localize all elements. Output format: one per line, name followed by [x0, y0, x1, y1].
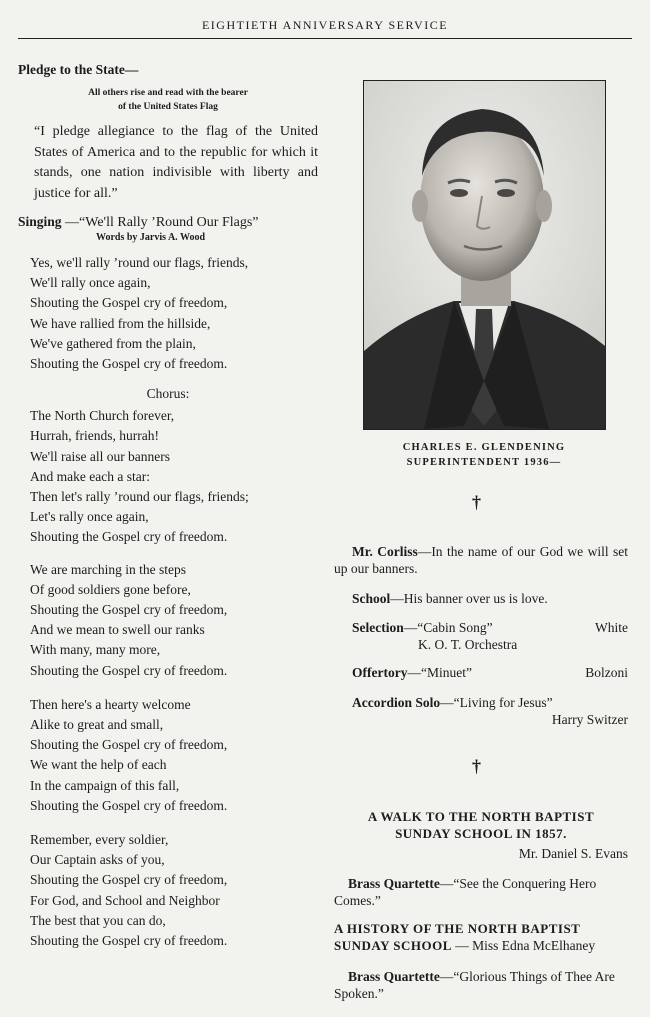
- selection-performer: K. O. T. Orchestra: [418, 637, 518, 652]
- verse-line: Yes, we'll rally ’round our flags, friends,: [30, 255, 249, 270]
- brass1-text: —“See the Conquering Hero Comes.”: [334, 876, 597, 908]
- corliss-text: —In the name of our God we will set up our banners.: [334, 544, 629, 576]
- verse-line: We've gathered from the plain,: [30, 335, 196, 351]
- verse-line: And make each a star:: [30, 468, 150, 484]
- verse-line: We are marching in the steps: [30, 561, 186, 577]
- brass2-text: —“Glorious Things of Thee Are Spoken.”: [334, 969, 615, 1001]
- brass1-entry: [334, 875, 628, 909]
- verse-2: [30, 560, 318, 681]
- verse-line: Shouting the Gospel cry of freedom,: [30, 872, 228, 888]
- verse-line: Our Captain asks of you,: [30, 852, 165, 868]
- verse-line: We want the help of each: [30, 757, 167, 773]
- pledge-text: “I pledge allegiance to the flag of the United States of America and to the republic for which it stands, one nation indivisible with liberty and justice for all.”: [34, 124, 318, 201]
- walk-speaker: Mr. Daniel S. Evans: [518, 846, 628, 861]
- verse-line: Hurrah, friends, hurrah!: [30, 428, 159, 444]
- verse-line: Of good soldiers gone before,: [30, 581, 191, 597]
- cross-icon: †: [472, 756, 481, 776]
- school-text: —His banner over us is love.: [390, 591, 548, 606]
- portrait-image: [364, 81, 605, 429]
- history-speaker: — Miss Edna McElhaney: [451, 938, 596, 953]
- accordion-entry: [334, 694, 628, 728]
- song-title: —“We'll Rally ’Round Our Flags”: [65, 215, 259, 230]
- pledge-note: [18, 86, 318, 114]
- selection-label: Selection: [352, 620, 404, 635]
- left-column: [18, 62, 318, 951]
- pledge-heading: Pledge to the State—: [18, 62, 139, 77]
- verse-line: Remember, every soldier,: [30, 832, 169, 848]
- accordion-performer: Harry Switzer: [551, 712, 628, 727]
- offertory-entry: [334, 664, 628, 681]
- verse-4: [30, 830, 318, 951]
- verse-line: In the campaign of this fall,: [30, 777, 180, 793]
- pledge-note-line1: All others rise and read with the bearer: [88, 88, 248, 98]
- offertory-composer: Bolzoni: [585, 665, 628, 680]
- verse-line: We'll rally once again,: [30, 275, 151, 291]
- singing-line: [18, 214, 318, 231]
- verse-line: Shouting the Gospel cry of freedom.: [30, 529, 228, 545]
- portrait-photo: [363, 80, 606, 430]
- singing-label: Singing: [18, 214, 62, 229]
- offertory-label: Offertory: [352, 665, 408, 680]
- verse-line: Let's rally once again,: [30, 509, 149, 525]
- history-entry: [334, 920, 628, 954]
- verse-line: The North Church forever,: [30, 408, 175, 424]
- verse-line: We have rallied from the hillside,: [30, 315, 211, 331]
- selection-entry: [334, 619, 628, 653]
- selection-composer: White: [595, 620, 628, 635]
- verse-line: Shouting the Gospel cry of freedom,: [30, 737, 228, 753]
- verse-line: The best that you can do,: [30, 912, 166, 928]
- verse-line: Shouting the Gospel cry of freedom,: [30, 602, 228, 618]
- pledge-note-line2: of the United States Flag: [118, 102, 218, 112]
- verse-1: [30, 253, 318, 374]
- school-entry: [334, 590, 646, 607]
- verse-line: Then let's rally ’round our flags, friends;: [30, 489, 249, 505]
- walk-title-line2: SUNDAY SCHOOL IN 1857.: [395, 826, 567, 841]
- history-title-line1: A HISTORY OF THE NORTH BAPTIST: [334, 921, 581, 936]
- offertory-title: —“Minuet”: [407, 665, 472, 680]
- accordion-title: —“Living for Jesus”: [440, 695, 553, 710]
- verse-line: Shouting the Gospel cry of freedom.: [30, 933, 228, 949]
- school-label: School: [352, 591, 391, 606]
- chorus-title: Chorus:: [146, 386, 190, 402]
- header-rule: [18, 38, 632, 39]
- brass1-label: Brass Quartette: [348, 876, 440, 891]
- verse-3: [30, 695, 318, 816]
- selection-title: —“Cabin Song”: [403, 620, 493, 635]
- caption-name: CHARLES E. GLENDENING: [402, 442, 566, 453]
- chorus: [30, 406, 318, 547]
- verse-line: Shouting the Gospel cry of freedom.: [30, 662, 228, 678]
- accordion-label: Accordion Solo: [352, 695, 441, 710]
- brass2-label: Brass Quartette: [348, 969, 440, 984]
- portrait-caption: [334, 440, 634, 470]
- verse-line: Shouting the Gospel cry of freedom,: [30, 295, 228, 311]
- caption-title: SUPERINTENDENT 1936—: [406, 457, 562, 468]
- verse-line: And we mean to swell our ranks: [30, 622, 205, 638]
- verse-line: With many, many more,: [30, 642, 161, 658]
- history-title-line2: SUNDAY SCHOOL: [334, 938, 452, 953]
- verse-line: For God, and School and Neighbor: [30, 892, 220, 908]
- verse-line: Then here's a hearty welcome: [30, 696, 191, 712]
- corliss-label: Mr. Corliss: [352, 544, 418, 559]
- verse-line: Shouting the Gospel cry of freedom.: [30, 356, 228, 372]
- walk-title-line1: A WALK TO THE NORTH BAPTIST: [367, 809, 595, 824]
- verse-line: We'll raise all our banners: [30, 448, 171, 464]
- corliss-entry: [334, 543, 628, 577]
- cross-icon: †: [472, 492, 481, 512]
- brass2-entry: [334, 968, 628, 1002]
- walk-entry: [334, 808, 628, 862]
- words-by: Words by Jarvis A. Wood: [96, 232, 206, 243]
- verse-line: Shouting the Gospel cry of freedom.: [30, 797, 228, 813]
- page-header: EIGHTIETH ANNIVERSARY SERVICE: [201, 18, 449, 32]
- verse-line: Alike to great and small,: [30, 717, 164, 733]
